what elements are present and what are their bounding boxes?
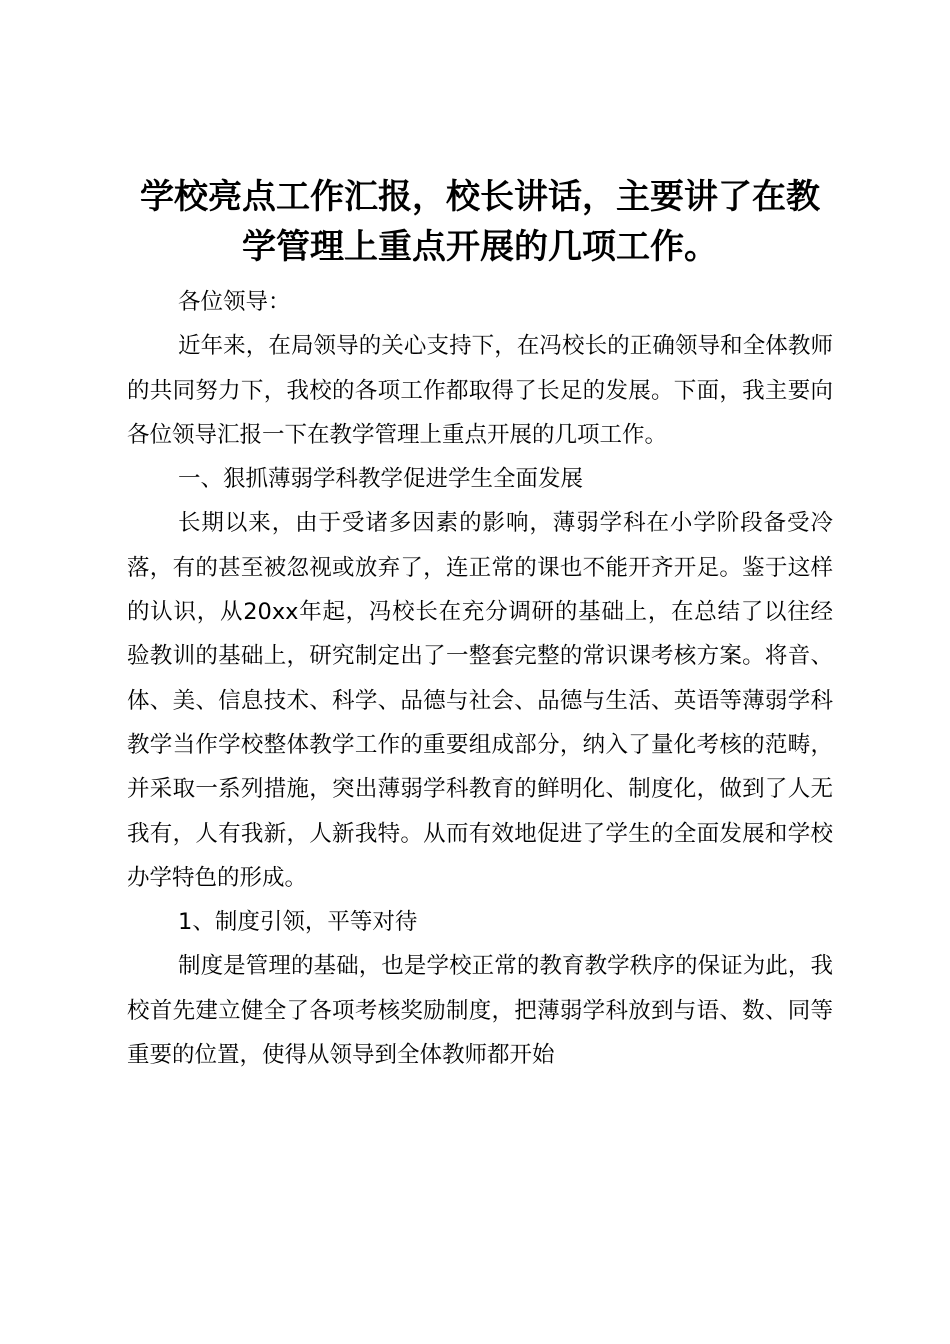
section-1-paragraph: 长期以来，由于受诸多因素的影响，薄弱学科在小学阶段备受冷落，有的甚至被忽视或放弃了，连正常的课也不能开齐开足。鉴于这样的认识，从20xx年起，冯校长在充分调研的基础上，在总结了以往经验教训的基础上，研究制定出了一整套完整的常识课考核方案。将音、体、美、信息技术、科学、品德与社会、品德与生活、英语等薄弱学科教学当作学校整体教学工作的重要组成部分，纳入了量化考核的范畴，并采取一系列措施，突出薄弱学科教育的鲜明化、制度化，做到了人无我有，人有我新，人新我特。从而有效地促进了学生的全面发展和学校办学特色的形成。: [127, 510, 833, 891]
salutation: 各位领导：: [178, 289, 291, 315]
document-title: 学校亮点工作汇报，校长讲话，主要讲了在教学管理上重点开展的几项工作。: [140, 177, 820, 267]
document-body: [127, 280, 833, 1077]
intro-paragraph: 近年来，在局领导的关心支持下，在冯校长的正确领导和全体教师的共同努力下，我校的各项工作都取得了长足的发展。下面，我主要向各位领导汇报一下在教学管理上重点开展的几项工作。: [127, 333, 833, 448]
subsection-1-paragraph: 制度是管理的基础，也是学校正常的教育教学秩序的保证为此，我校首先建立健全了各项考核奖励制度，把薄弱学科放到与语、数、同等重要的位置，使得从领导到全体教师都开始: [127, 953, 833, 1069]
subsection-heading-1: 1、制度引领，平等对待: [178, 909, 418, 936]
section-heading-1: 一、狠抓薄弱学科教学促进学生全面发展: [178, 466, 584, 493]
